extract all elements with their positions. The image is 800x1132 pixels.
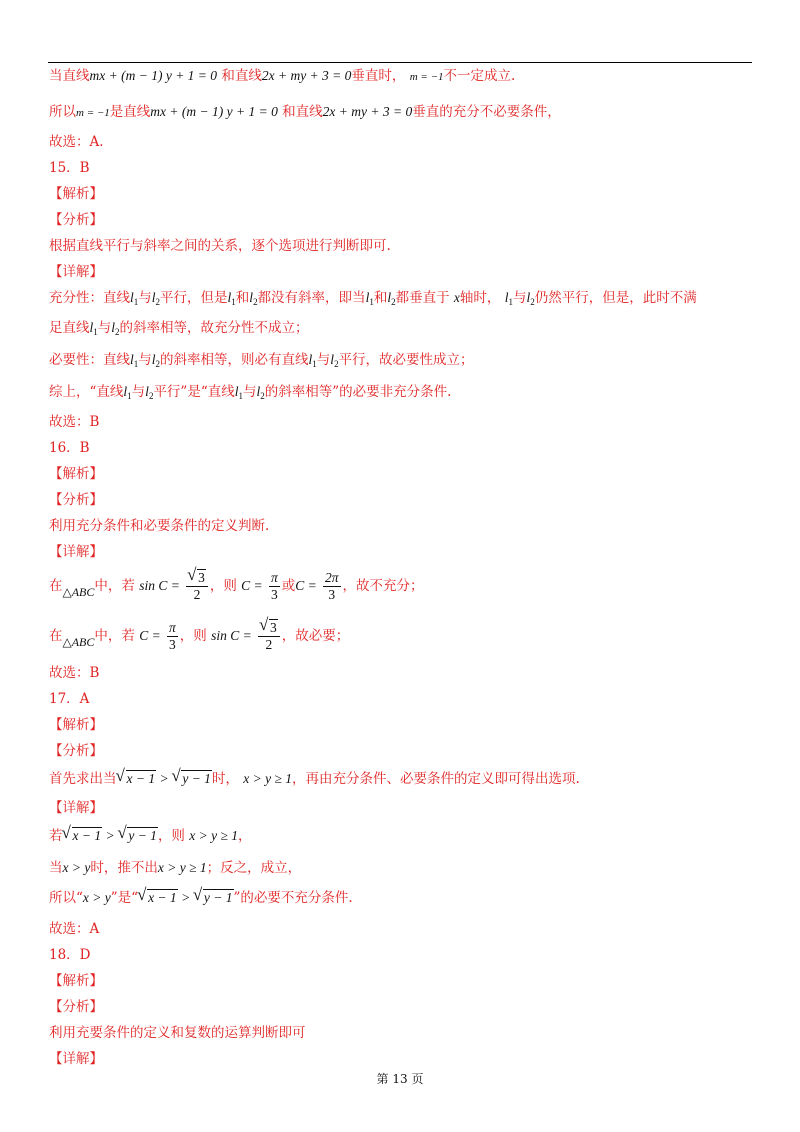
text-line: 首先求出当√ x − 1 > √ y − 1时， x > y ≥ 1，再由充分条件、必要条件的定义即可得出选项.: [49, 770, 580, 788]
text-line: 足直线$l_1$与$l_2$的斜率相等，故充分性不成立；: [49, 320, 309, 337]
text-line: 根据直线平行与斜率之间的关系，逐个选项进行判断即可.: [49, 238, 391, 254]
question-number: 17．A: [49, 691, 90, 707]
section-heading: 【解析】: [49, 717, 103, 733]
section-heading: 【解析】: [49, 466, 103, 482]
conclusion: 故选：A.: [49, 134, 104, 150]
conclusion: 故选：B: [49, 665, 100, 681]
text-line: 必要性：直线$l_1$与$l_2$的斜率相等，则必有直线$l_1$与$l_2$平行，故必要性成立；: [49, 352, 474, 369]
section-heading: 【详解】: [49, 800, 103, 816]
text-line: 综上，“直线$l_1$与$l_2$平行”是“直线$l_1$与$l_2$的斜率相等”的必要非充分条件.: [49, 384, 452, 401]
text-line: 所以“x > y”是“√ x − 1 > √ y − 1”的必要不充分条件.: [49, 889, 353, 907]
header-rule: [48, 62, 752, 63]
text-line: 若√ x − 1 > √ y − 1，则 x > y ≥ 1，: [49, 827, 252, 845]
text-line: 当直线mx + (m − 1) y + 1 = 0 和直线2x + my + 3 = 0垂直时， m = −1不一定成立.: [49, 68, 516, 84]
question-number: 18．D: [49, 947, 91, 963]
section-heading: 【分析】: [49, 999, 103, 1015]
question-number: 15．B: [49, 160, 90, 176]
section-heading: 【解析】: [49, 973, 103, 989]
question-number: 16．B: [49, 440, 90, 456]
text-line: 当x > y时，推不出x > y ≥ 1；反之，成立，: [49, 860, 302, 876]
text-line: 在△ABC中，若 sin C = √ $\frac{3}{2}$ ，则 C = $\frac{\pi}{3}$ 或C = $\frac{2\pi}{3}$ ，故不充分；: [49, 570, 424, 603]
text-line: 充分性：直线$l_1$与$l_2$平行，但是$l_1$和$l_2$都没有斜率，即当$l_1$和$l_2$都垂直于 x轴时， $l_1$与$l_2$仍然平行，但是，此时不满: [49, 290, 697, 307]
section-heading: 【详解】: [49, 264, 103, 280]
text-line: 利用充要条件的定义和复数的运算判断即可: [49, 1025, 306, 1041]
text-line: 所以m = −1是直线mx + (m − 1) y + 1 = 0 和直线2x + my + 3 = 0垂直的充分不必要条件，: [49, 104, 561, 120]
section-heading: 【分析】: [49, 492, 103, 508]
text-line: 利用充分条件和必要条件的定义判断.: [49, 518, 270, 534]
conclusion: 故选：A: [49, 921, 100, 937]
conclusion: 故选：B: [49, 414, 100, 430]
text-line: 在△ABC中，若 C = $\frac{\pi}{3}$ ，则 sin C = √ $\frac{3}{2}$ ，故必要；: [49, 620, 349, 653]
section-heading: 【解析】: [49, 186, 103, 202]
section-heading: 【详解】: [49, 1051, 103, 1067]
section-heading: 【详解】: [49, 544, 103, 560]
section-heading: 【分析】: [49, 212, 103, 228]
page-number: 第 13 页: [376, 1072, 424, 1086]
section-heading: 【分析】: [49, 743, 103, 759]
